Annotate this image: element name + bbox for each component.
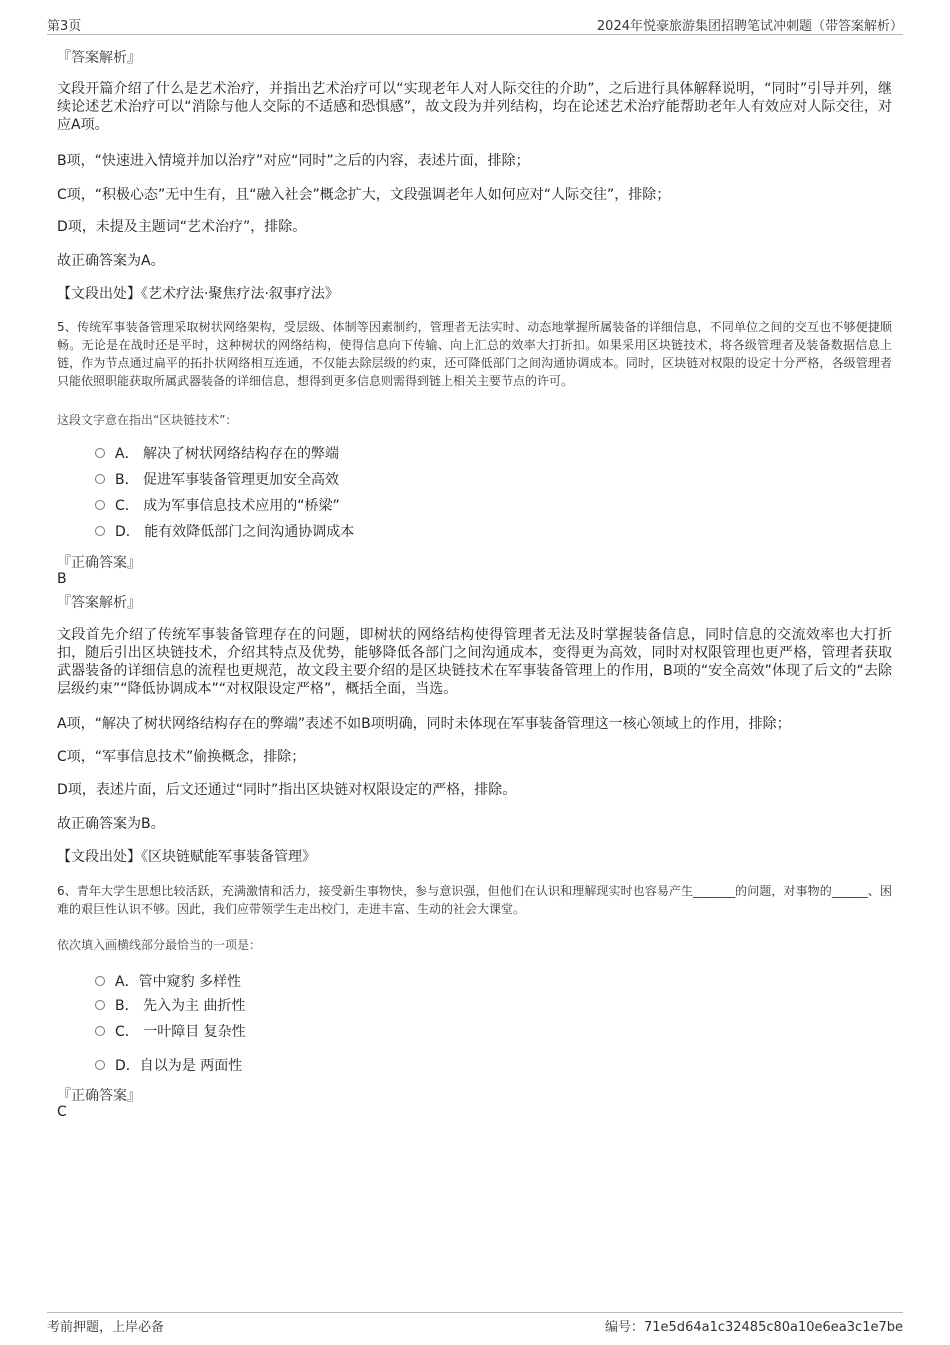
question-stem: 6、青年大学生思想比较活跃，充满激情和活力，接受新生事物快，参与意识强，但他们在认识和理解现实时也容易产生_______的问题，对事物的______、困难的艰巨性认识不够。因此，我们应带领学生走出校门，走进丰富、生动的社会大课堂。 [57,884,892,916]
footer-slogan: 考前押题，上岸必备 [47,1320,165,1335]
correct-answer-label: 『正确答案』 [57,555,141,571]
option-d[interactable]: D．自以为是 两面性 [95,1056,242,1076]
radio-icon[interactable] [95,474,105,484]
option-a[interactable]: A． 解决了树状网络结构存在的弊端 [95,444,339,464]
option-b[interactable]: B． 促进军事装备管理更加安全高效 [95,470,339,490]
question-prompt: 这段文字意在指出“区块链技术”： [57,413,238,427]
analysis-label: 『答案解析』 [57,595,141,611]
document-title: 2024年悦豪旅游集团招聘笔试冲刺题（带答案解析） [596,19,903,34]
analysis-paragraph: A项，“解决了树状网络结构存在的弊端”表述不如B项明确，同时未体现在军事装备管理这一核心领域上的作用，排除； [57,716,791,732]
analysis-paragraph: B项，“快速进入情境并加以治疗”对应“同时”之后的内容，表述片面，排除； [57,153,530,169]
radio-icon[interactable] [95,976,105,986]
analysis-paragraph: D项，表述片面，后文还通过“同时”指出区块链对权限设定的严格，排除。 [57,782,517,798]
analysis-paragraph: 文段首先介绍了传统军事装备管理存在的问题，即树状的网络结构使得管理者无法及时掌握装备信息，同时信息的交流效率也大打折扣，随后引出区块链技术，介绍其特点及优势，能够降低各部门之间沟通成本，变得更为高效，同时对权限管理也更严格，管理者获取武器装备的详细信息的流程也更规范，故文段主要介绍的是区块链技术在军事装备管理上的作用，B项的“安全高效”体现了后文的“去除层级约束”“降低协调成本”“对权限设定严格”，概括全面，当选。 [57,627,892,697]
radio-icon[interactable] [95,526,105,536]
page-number: 第3页 [47,19,82,34]
question-prompt: 依次填入画横线部分最恰当的一项是： [57,938,262,952]
analysis-paragraph: C项，“积极心态”无中生有，且“融入社会”概念扩大，文段强调老年人如何应对“人际交往”，排除； [57,187,671,203]
option-c[interactable]: C． 成为军事信息技术应用的“桥梁” [95,496,340,516]
page-header [47,12,903,35]
option-b[interactable]: B． 先入为主 曲折性 [95,996,246,1016]
correct-answer: B [57,571,67,587]
radio-icon[interactable] [95,500,105,510]
radio-icon[interactable] [95,1026,105,1036]
question-stem: 5、传统军事装备管理采取树状网络架构，受层级、体制等因素制约，管理者无法实时、动态地掌握所属装备的详细信息，不同单位之间的交互也不够便捷顺畅。无论是在战时还是平时，这种树状的网络结构，使得信息向下传输、向上汇总的效率大打折扣。如果采用区块链技术，将各级管理者及装备数据信息上链，作为节点通过扁平的拓扑状网络相互连通，不仅能去除层级的约束，还可降低部门之间沟通协调成本。同时，区块链对权限的设定十分严格，各级管理者只能依照职能获取所属武器装备的详细信息，想得到更多信息则需得到链上相关主要节点的许可。 [57,320,892,388]
document-id: 编号：71e5d64a1c32485c80a10e6ea3c1e7be [605,1320,903,1335]
analysis-paragraph: C项，“军事信息技术”偷换概念，排除； [57,749,306,765]
answer-conclusion: 故正确答案为A。 [57,253,165,269]
passage-source: 【文段出处】《区块链赋能军事装备管理》 [57,849,316,865]
correct-answer-label: 『正确答案』 [57,1088,141,1104]
analysis-label: 『答案解析』 [57,50,141,66]
radio-icon[interactable] [95,448,105,458]
option-a[interactable]: A．管中窥豹 多样性 [95,972,241,992]
radio-icon[interactable] [95,1000,105,1010]
analysis-paragraph: 文段开篇介绍了什么是艺术治疗，并指出艺术治疗可以“实现老年人对人际交往的介助”，之后进行具体解释说明，“同时”引导并列，继续论述艺术治疗可以“消除与他人交际的不适感和恐惧感”，故文段为并列结构，均在论述艺术治疗能帮助老年人有效应对人际交往，对应A项。 [57,81,892,133]
answer-conclusion: 故正确答案为B。 [57,816,165,832]
correct-answer: C [57,1104,67,1120]
option-c[interactable]: C． 一叶障目 复杂性 [95,1022,246,1042]
analysis-paragraph: D项，未提及主题词“艺术治疗”，排除。 [57,219,307,235]
option-d[interactable]: D． 能有效降低部门之间沟通协调成本 [95,522,354,542]
page-footer [47,1312,903,1335]
radio-icon[interactable] [95,1060,105,1070]
passage-source: 【文段出处】《艺术疗法·聚焦疗法·叙事疗法》 [57,286,339,302]
